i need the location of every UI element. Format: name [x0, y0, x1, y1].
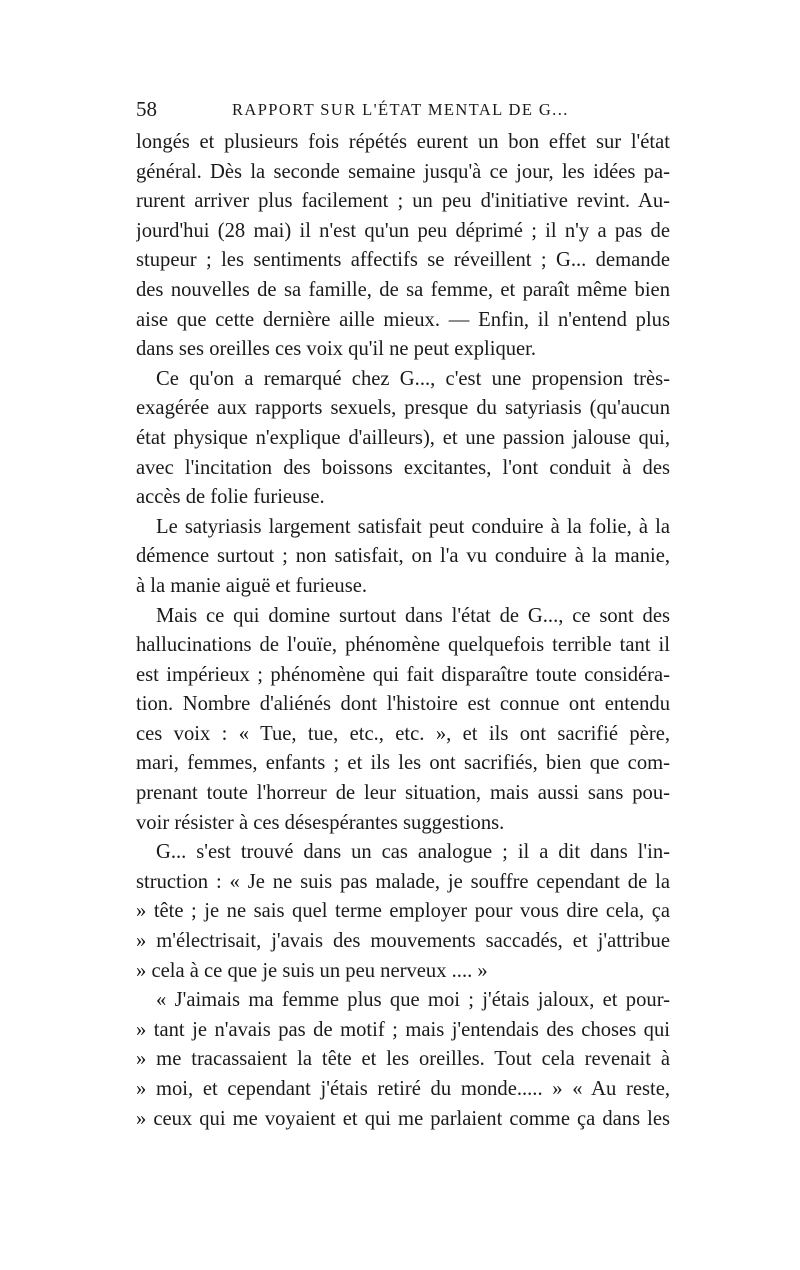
text-line: démence surtout ; non satisfait, on l'a vu conduire à la manie, [136, 545, 670, 568]
text-line: hallucinations de l'ouïe, phénomène quelquefois terrible tant il [136, 634, 670, 657]
text-line: accès de folie furieuse. [136, 486, 325, 509]
text-line: ces voix : « Tue, tue, etc., etc. », et ils ont sacrifié père, [136, 722, 670, 745]
text-line: » tête ; je ne sais quel terme employer pour vous dire cela, ça [136, 900, 670, 923]
text-line: Ce qu'on a remarqué chez G..., c'est une propension très- [156, 367, 670, 390]
paragraph [136, 365, 670, 513]
text-line: » tant je n'avais pas de motif ; mais j'entendais des choses qui [136, 1018, 670, 1041]
body-text [136, 128, 670, 1134]
text-line: G... s'est trouvé dans un cas analogue ; il a dit dans l'in- [156, 841, 670, 864]
page-number: 58 [136, 97, 157, 121]
text-line: des nouvelles de sa famille, de sa femme, et paraît même bien [136, 278, 670, 301]
text-line: « J'aimais ma femme plus que moi ; j'étais jaloux, et pour- [156, 989, 670, 1012]
text-line: à la manie aiguë et furieuse. [136, 574, 367, 597]
page-header [136, 96, 670, 126]
text-line: » m'électrisait, j'avais des mouvements saccadés, et j'attribue [136, 930, 670, 953]
text-line: jourd'hui (28 mai) il n'est qu'un peu déprimé ; il n'y a pas de [136, 219, 670, 242]
text-line: Mais ce qui domine surtout dans l'état de G..., ce sont des [156, 604, 670, 627]
paragraph [136, 602, 670, 839]
text-line: rurent arriver plus facilement ; un peu d'initiative revint. Au- [136, 190, 670, 213]
text-line: général. Dès la seconde semaine jusqu'à ce jour, les idées pa- [136, 160, 670, 183]
text-line: exagérée aux rapports sexuels, presque du satyriasis (qu'aucun [136, 397, 670, 420]
text-line: tion. Nombre d'aliénés dont l'histoire est connue ont entendu [136, 693, 670, 716]
text-line: aise que cette dernière aille mieux. — Enfin, il n'entend plus [136, 308, 670, 331]
text-line: » cela à ce que je suis un peu nerveux .... » [136, 959, 488, 982]
text-line: longés et plusieurs fois répétés eurent un bon effet sur l'état [136, 131, 670, 153]
paragraph [136, 128, 670, 365]
text-line: dans ses oreilles ces voix qu'il ne peut expliquer. [136, 338, 537, 361]
text-line: struction : « Je ne suis pas malade, je souffre cependant de la [136, 870, 670, 893]
text-line: prenant toute l'horreur de leur situation, mais aussi sans pou- [136, 782, 670, 805]
text-line: avec l'incitation des boissons excitantes, l'ont conduit à des [136, 456, 670, 479]
text-line: » ceux qui me voyaient et qui me parlaient comme ça dans les [136, 1107, 670, 1130]
text-line: » me tracassaient la tête et les oreilles. Tout cela revenait à [136, 1048, 670, 1071]
text-line: Le satyriasis largement satisfait peut conduire à la folie, à la [156, 515, 670, 538]
text-line: est impérieux ; phénomène qui fait disparaître toute considéra- [136, 663, 670, 686]
text-line: mari, femmes, enfants ; et ils les ont sacrifiés, bien que com- [136, 752, 670, 775]
paragraph [136, 986, 670, 1134]
text-line: stupeur ; les sentiments affectifs se réveillent ; G... demande [136, 249, 670, 272]
paragraph [136, 838, 670, 986]
text-line: » moi, et cependant j'étais retiré du monde..... » « Au reste, [136, 1078, 670, 1100]
paragraph [136, 513, 670, 602]
running-title: RAPPORT SUR L'ÉTAT MENTAL DE G... [232, 100, 569, 119]
text-line: état physique n'explique d'ailleurs), et une passion jalouse qui, [136, 426, 670, 449]
text-line: voir résister à ces désespérantes suggestions. [136, 811, 505, 834]
